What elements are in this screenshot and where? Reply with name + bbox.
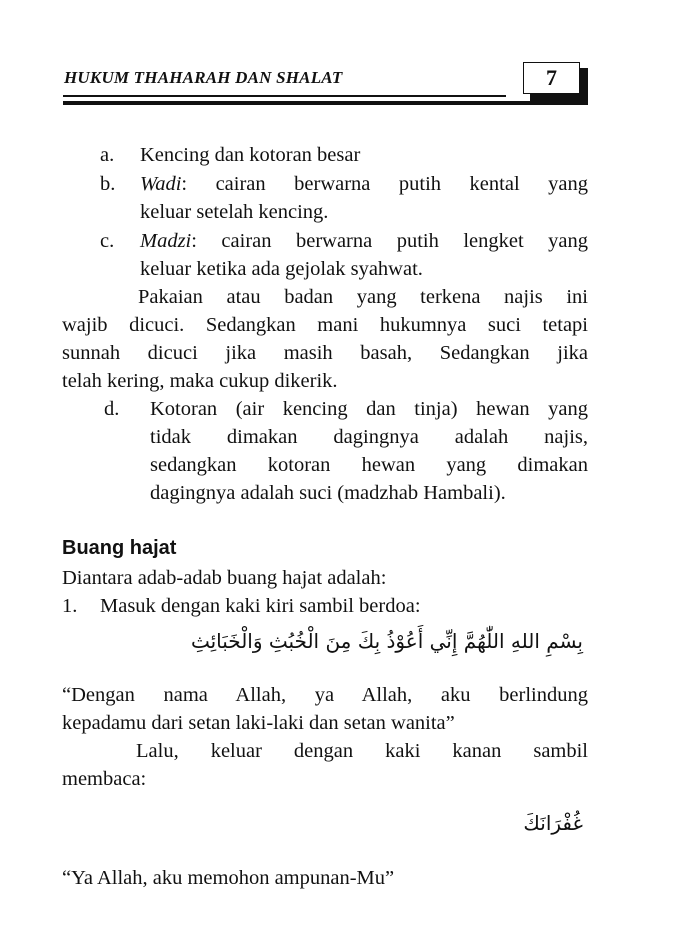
doa-masuk-translation-line-2: kepadamu dari setan laki-laki dan setan wanita”	[62, 712, 455, 734]
keluar-text-line-1: Lalu, keluar dengan kaki kanan sambil	[136, 740, 588, 762]
paragraph-pakaian-line-1: Pakaian atau badan yang terkena najis ini	[138, 286, 588, 308]
term-madzi: Madzi	[140, 230, 192, 252]
list-item-b-line-1: Wadi: cairan berwarna putih kental yang	[140, 173, 588, 195]
list-item-d-line-2: tidak dimakan dagingnya adalah najis,	[150, 426, 588, 448]
term-wadi: Wadi	[140, 173, 182, 195]
page-number: 7	[546, 65, 557, 90]
list-item-a-text: Kencing dan kotoran besar	[140, 144, 361, 166]
step-1-marker: 1.	[62, 595, 78, 617]
paragraph-pakaian-line-2: wajib dicuci. Sedangkan mani hukumnya suci tetapi	[62, 314, 588, 336]
page-number-box	[523, 62, 580, 94]
doa-masuk-translation-line-1: “Dengan nama Allah, ya Allah, aku berlindung	[62, 684, 588, 706]
doa-keluar-arabic: غُفْرَانَكَ	[523, 811, 583, 835]
list-item-c-line-1: Madzi: cairan berwarna putih lengket yang	[140, 230, 588, 252]
list-item-d-line-1: Kotoran (air kencing dan tinja) hewan yang	[150, 398, 588, 420]
list-item-c-line-2: keluar ketika ada gejolak syahwat.	[140, 258, 423, 280]
list-marker-b: b.	[100, 173, 116, 195]
list-item-d-line-3: sedangkan kotoran hewan yang dimakan	[150, 454, 588, 476]
section-heading: Buang hajat	[62, 537, 177, 559]
list-marker-a: a.	[100, 144, 115, 166]
keluar-text-line-2: membaca:	[62, 768, 147, 790]
paragraph-pakaian-line-3: sunnah dicuci jika masih basah, Sedangkan jika	[62, 342, 588, 364]
running-header-title: HUKUM THAHARAH DAN SHALAT	[64, 68, 343, 87]
step-1-text: Masuk dengan kaki kiri sambil berdoa:	[100, 595, 421, 617]
section-intro: Diantara adab-adab buang hajat adalah:	[62, 567, 387, 589]
doa-keluar-translation: “Ya Allah, aku memohon ampunan-Mu”	[62, 867, 395, 889]
list-marker-d: d.	[104, 398, 120, 420]
paragraph-pakaian-line-4: telah kering, maka cukup dikerik.	[62, 370, 338, 392]
header-thick-rule	[63, 101, 588, 105]
list-marker-c: c.	[100, 230, 115, 252]
header-thin-rule	[63, 95, 506, 97]
list-item-d-line-4: dagingnya adalah suci (madzhab Hambali).	[150, 482, 506, 504]
doa-masuk-arabic: بِسْمِ اللهِ اللّٰهُمَّ إِنِّي أَعُوْذُ بِكَ مِنَ الْخُبُثِ وَالْخَبَائِثِ	[190, 629, 583, 653]
list-item-b-line-2: keluar setelah kencing.	[140, 201, 329, 223]
